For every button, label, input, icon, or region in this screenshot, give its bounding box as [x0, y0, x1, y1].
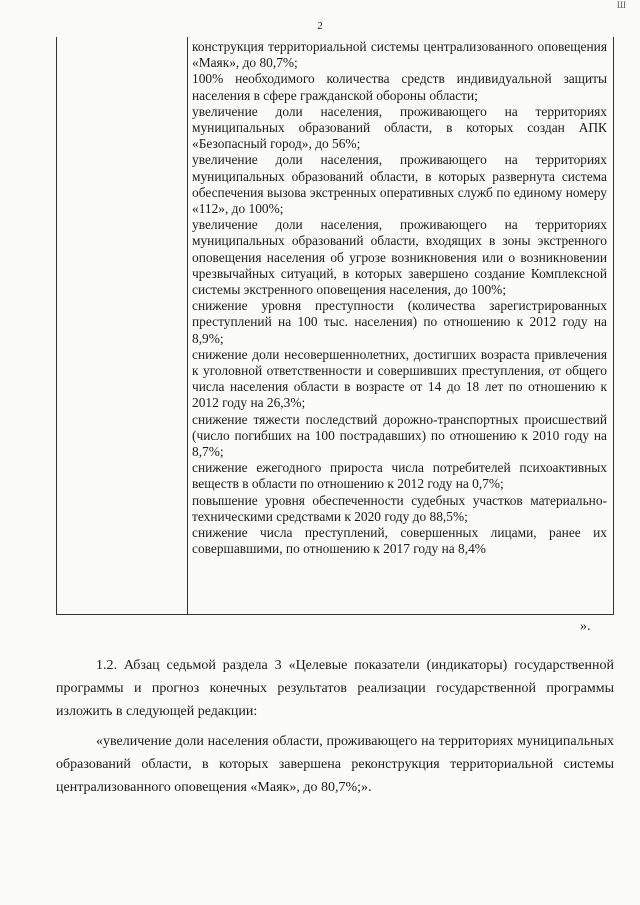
table-column-divider — [187, 37, 188, 614]
list-item: снижение ежегодного прироста числа потребителей психоактивных веществ в области по отношению к 2012 году на 0,7%; — [192, 460, 607, 492]
page-number: 2 — [317, 20, 323, 32]
list-item: увеличение доли населения, проживающего на территориях муниципальных образований области, в которых создан АПК «Безопасный город», до 56%; — [192, 103, 607, 152]
list-item: увеличение доли населения, проживающего на территориях муниципальных образований области, входящих в зоны экстренного оповещения населения об угрозе возникновения или о возникновении чрезвычайных ситуаций, в которых завершено создание Комплексной системы экстренного оповещения населения, до 100%; — [192, 217, 607, 298]
paragraph-new-text: «увеличение доли населения области, проживающего на территориях муниципальных образований области, в которых завершена реконструкция территориальной системы централизованного оповещения «Маяк», до 80,7%;». — [56, 734, 614, 795]
list-item: повышение уровня обеспеченности судебных участков материально-техническими средствами к 2020 году до 88,5%; — [192, 492, 607, 524]
list-item: увеличение доли населения, проживающего на территориях муниципальных образований области, в которых развернута система обеспечения вызова экстренных оперативных служб по единому номеру «112», до 100%; — [192, 152, 607, 217]
table-cell-content — [192, 39, 607, 558]
list-item: снижение доли несовершеннолетних, достигших возраста привлечения к уголовной ответственности и совершивших преступления, от общего числа населения области в возрасте от 14 до 18 лет по отношению к 2012 году на 26,3%; — [192, 346, 607, 411]
indicators-table — [56, 37, 614, 615]
list-item: снижение числа преступлений, совершенных лицами, ранее их совершавшими, по отношению к 2017 году на 8,4% — [192, 525, 607, 557]
closing-quote: ». — [580, 619, 591, 634]
corner-mark: Ш — [616, 0, 626, 10]
list-item: 100% необходимого количества средств индивидуальной защиты населения в сфере гражданской обороны области; — [192, 71, 607, 103]
list-item: конструкция территориальной системы централизованного оповещения «Маяк», до 80,7%; — [192, 39, 607, 71]
list-item: снижение тяжести последствий дорожно-транспортных происшествий (число погибших на 100 пострадавших) по отношению к 2010 году на 8,7%; — [192, 411, 607, 460]
paragraph-amendment: 1.2. Абзац седьмой раздела 3 «Целевые показатели (индикаторы) государственной программы и прогноз конечных результатов реализации государственной программы изложить в следующей редакции: — [56, 658, 614, 719]
list-item: снижение уровня преступности (количества зарегистрированных преступлений на 100 тыс. населения) по отношению к 2012 году на 8,9%; — [192, 298, 607, 346]
